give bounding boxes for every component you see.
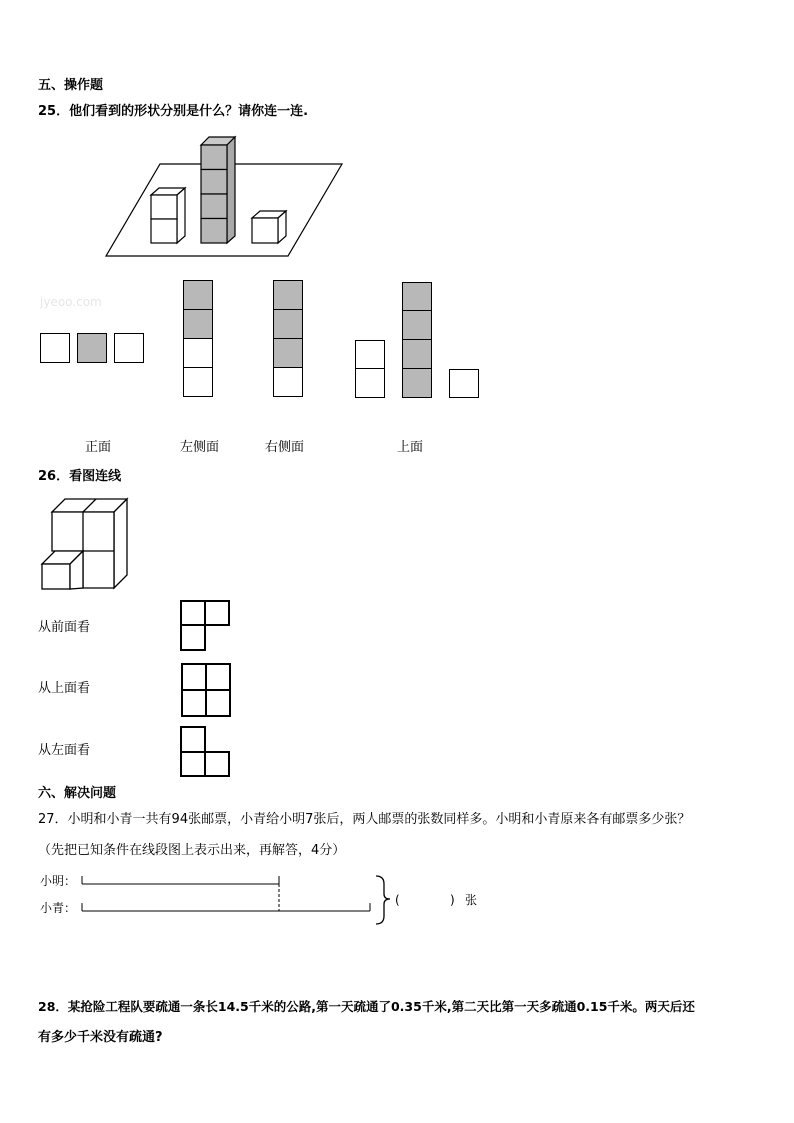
- section-6-heading: 六、解决问题: [38, 786, 117, 801]
- answer-open-paren: (: [395, 893, 400, 907]
- view-label-right: 右侧面: [265, 440, 305, 455]
- question-25-title: 25．他们看到的形状分别是什么？请你连一连.: [38, 104, 309, 119]
- view-label-top: 上面: [397, 440, 424, 455]
- q27-segment-diagram: [78, 872, 398, 932]
- label-xiaoqing: 小青：: [40, 901, 77, 915]
- watermark: jyeoo.com: [40, 295, 102, 309]
- answer-close-paren: ): [450, 893, 455, 907]
- view-label-left: 左侧面: [180, 440, 220, 455]
- question-26-title: 26．看图连线: [38, 469, 122, 484]
- question-28-line-1: 28．某抢险工程队要疏通一条长14.5千米的公路,第一天疏通了0.35千米,第二天比第一天多疏通0.15千米。两天后还: [38, 999, 695, 1014]
- question-27-note: （先把已知条件在线段图上表示出来，再解答，4分）: [38, 843, 346, 858]
- label-xiaoming: 小明：: [40, 874, 77, 888]
- q26-label-front: 从前面看: [38, 620, 91, 635]
- view-label-front: 正面: [85, 440, 112, 455]
- q25-solid-figure: [100, 132, 350, 262]
- q26-label-top: 从上面看: [38, 681, 91, 696]
- section-5-heading: 五、操作题: [38, 78, 104, 93]
- question-27-title: 27．小明和小青一共有94张邮票，小青给小明7张后，两人邮票的张数同样多。小明和小青原来各有邮票多少张？: [38, 812, 691, 827]
- answer-unit: 张: [465, 893, 478, 907]
- q26-solid-figure: [38, 494, 133, 594]
- q26-view-options: [178, 598, 234, 783]
- question-28-line-2: 有多少千米没有疏通?: [38, 1030, 163, 1045]
- q26-label-left: 从左面看: [38, 743, 91, 758]
